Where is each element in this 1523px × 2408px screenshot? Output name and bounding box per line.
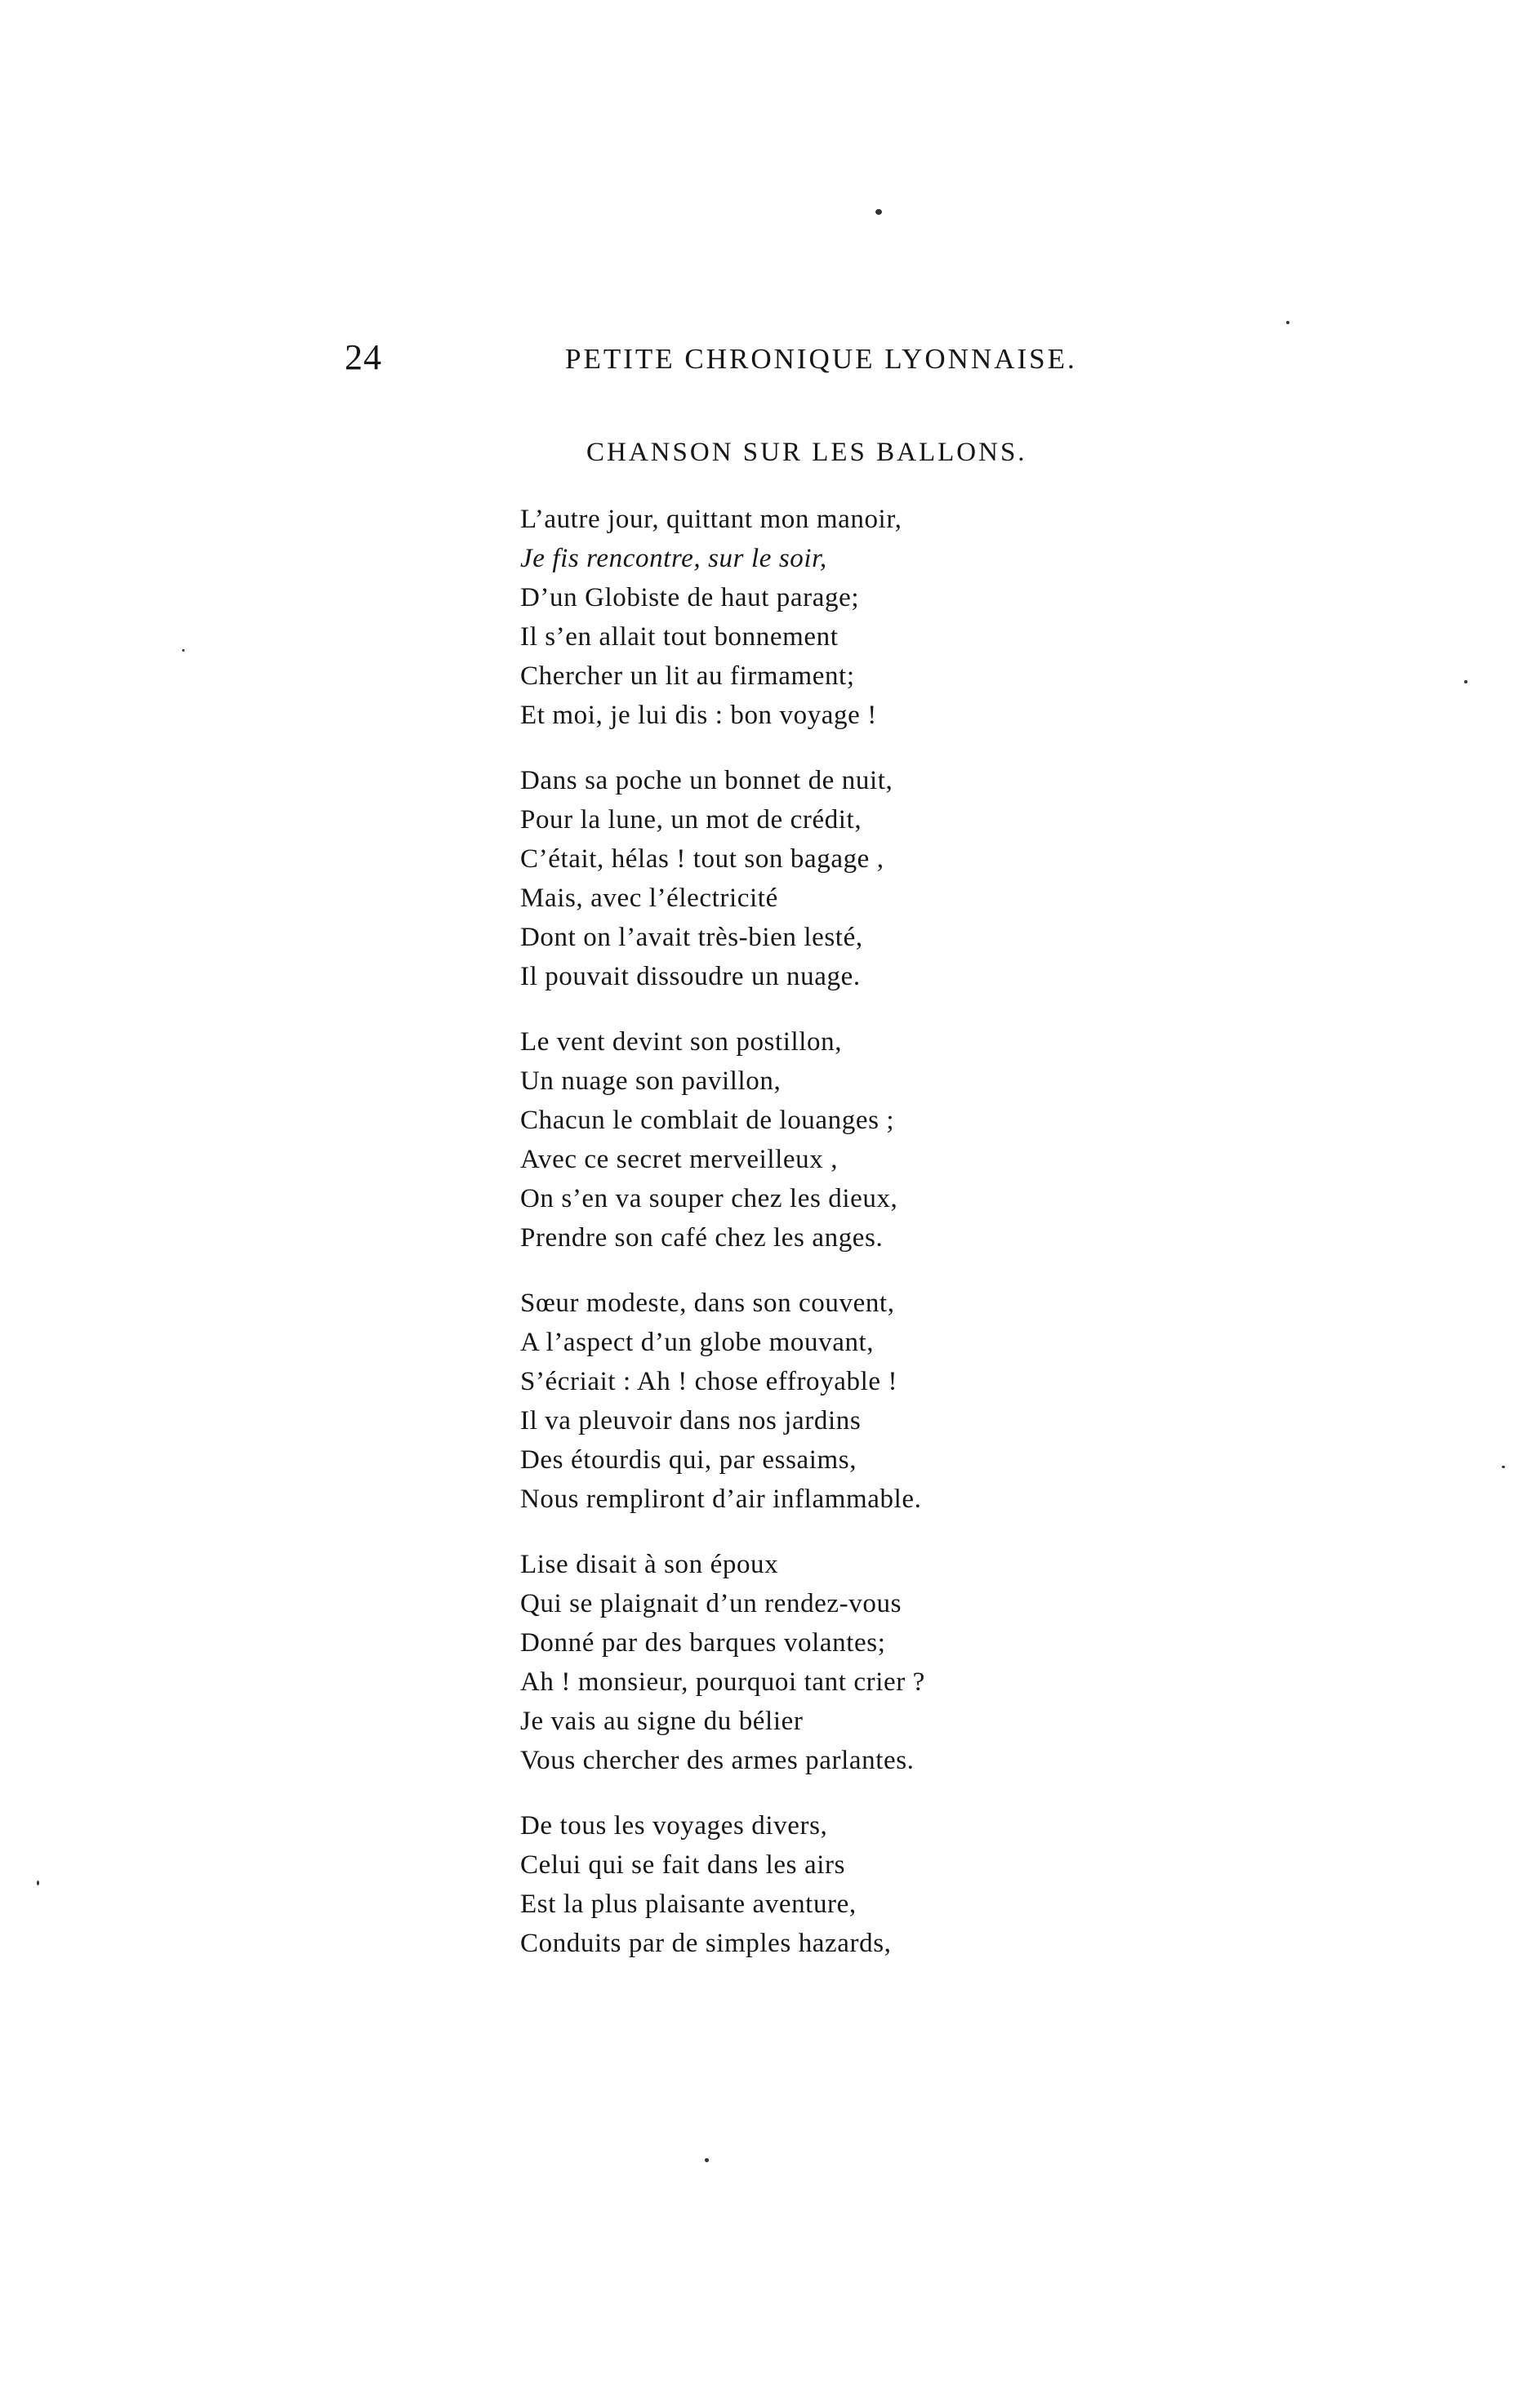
verse-line: Et moi, je lui dis : bon voyage ! (520, 701, 877, 730)
verse-line: Un nuage son pavillon, (520, 1066, 782, 1096)
verse-line: Chacun le comblait de louanges ; (520, 1106, 895, 1135)
verse-line: Sœur modeste, dans son couvent, (520, 1289, 895, 1318)
stanza (520, 500, 1043, 735)
print-speck (875, 209, 882, 215)
verse-line: Il pouvait dissoudre un nuage. (520, 962, 861, 991)
running-title: PETITE CHRONIQUE LYONNAISE. (565, 343, 1077, 375)
print-speck (1286, 321, 1289, 324)
verse-line: L’autre jour, quittant mon manoir, (520, 505, 902, 534)
verse-line: On s’en va souper chez les dieux, (520, 1184, 898, 1213)
stanza (520, 1284, 1043, 1519)
stanza (520, 1806, 1043, 1963)
verse-line: Il va pleuvoir dans nos jardins (520, 1406, 862, 1435)
verse-line: Celui qui se fait dans les airs (520, 1850, 846, 1880)
verse-line: Avec ce secret merveilleux , (520, 1145, 839, 1174)
print-speck (182, 649, 185, 652)
verse-line: Chercher un lit au firmament; (520, 661, 855, 691)
print-speck (37, 1881, 39, 1885)
stanza (520, 1545, 1043, 1780)
verse-line: Prendre son café chez les anges. (520, 1223, 884, 1253)
print-speck (1502, 1466, 1505, 1468)
verse-line: A l’aspect d’un globe mouvant, (520, 1328, 875, 1357)
verse-line: Mais, avec l’électricité (520, 884, 778, 913)
verse-line: Est la plus plaisante aventure, (520, 1889, 857, 1919)
verse-line: De tous les voyages divers, (520, 1811, 828, 1840)
verse-line: Dans sa poche un bonnet de nuit, (520, 766, 893, 795)
verse-line: S’écriait : Ah ! chose effroyable ! (520, 1367, 898, 1396)
print-speck (705, 2158, 709, 2162)
verse-line: Nous rempliront d’air inflammable. (520, 1484, 922, 1514)
verse-line: Il s’en allait tout bonnement (520, 622, 839, 652)
verse-line: D’un Globiste de haut parage; (520, 583, 860, 612)
verse-line: Lise disait à son époux (520, 1550, 779, 1579)
stanza (520, 1022, 1043, 1257)
verse-line: Vous chercher des armes parlantes. (520, 1746, 915, 1775)
verse-line: Qui se plaignait d’un rendez-vous (520, 1589, 902, 1618)
verse-line: Conduits par de simples hazards, (520, 1929, 892, 1958)
page-number: 24 (345, 337, 382, 377)
verse-line: Je fis rencontre, sur le soir, (520, 544, 827, 573)
verse-line: Dont on l’avait très-bien lesté, (520, 923, 863, 952)
print-speck (1464, 680, 1467, 683)
verse-line: C’était, hélas ! tout son bagage , (520, 844, 884, 874)
stanza (520, 761, 1043, 996)
verse-line: Pour la lune, un mot de crédit, (520, 805, 862, 835)
poem-title: CHANSON SUR LES BALLONS. (586, 438, 1027, 467)
verse-line: Des étourdis qui, par essaims, (520, 1445, 857, 1475)
poem-body (520, 500, 1043, 1989)
verse-line: Ah ! monsieur, pourquoi tant crier ? (520, 1667, 925, 1697)
verse-line: Le vent devint son postillon, (520, 1027, 843, 1057)
verse-line: Je vais au signe du bélier (520, 1707, 804, 1736)
verse-line: Donné par des barques volantes; (520, 1628, 886, 1658)
